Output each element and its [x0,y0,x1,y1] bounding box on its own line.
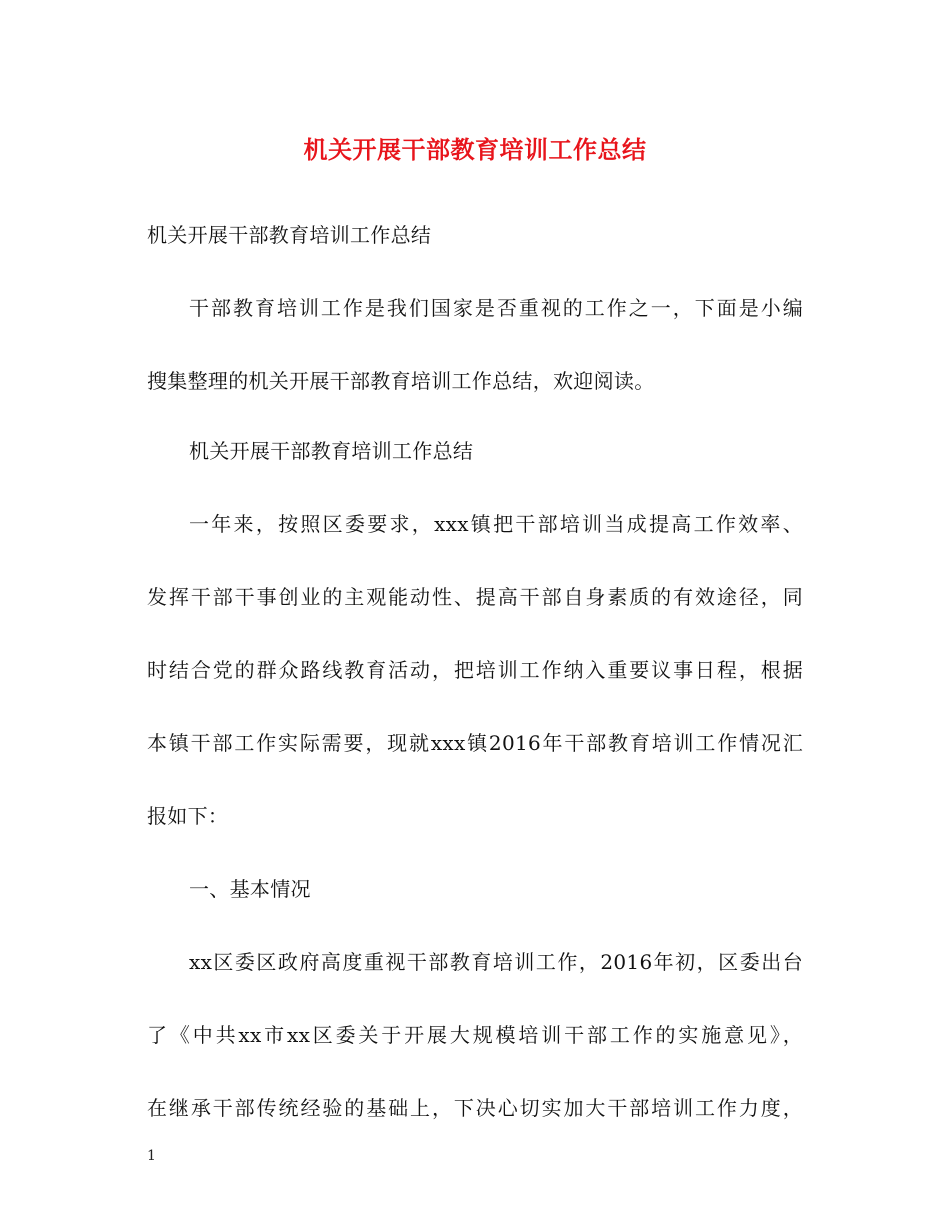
document-title: 机关开展干部教育培训工作总结 [303,135,647,164]
paragraph-line: 时结合党的群众路线教育活动，把培训工作纳入重要议事日程，根据 [147,658,803,682]
paragraph-line: 了《中共xx市xx区委关于开展大规模培训干部工作的实施意见》， [147,1023,803,1047]
paragraph-line: 干部教育培训工作是我们国家是否重视的工作之一，下面是小编 [189,296,803,320]
paragraph-line: 在继承干部传统经验的基础上，下决心切实加大干部培训工作力度， [147,1096,803,1120]
paragraph-line: 一年来，按照区委要求，xxx镇把干部培训当成提高工作效率、 [189,512,803,536]
subtitle-line: 机关开展干部教育培训工作总结 [147,223,432,247]
paragraph-line: 搜集整理的机关开展干部教育培训工作总结，欢迎阅读。 [147,369,655,393]
paragraph-line: 发挥干部干事创业的主观能动性、提高干部自身素质的有效途径，同 [147,585,803,609]
paragraph-line: 本镇干部工作实际需要，现就xxx镇2016年干部教育培训工作情况汇 [147,731,803,755]
paragraph-line: 报如下： [147,804,229,828]
section-heading: 一、基本情况 [189,877,311,901]
section-heading: 机关开展干部教育培训工作总结 [189,439,474,463]
paragraph-line: xx区委区政府高度重视干部教育培训工作，2016年初，区委出台 [189,950,803,974]
page-number: 1 [147,1148,156,1164]
document-body [147,217,803,1163]
